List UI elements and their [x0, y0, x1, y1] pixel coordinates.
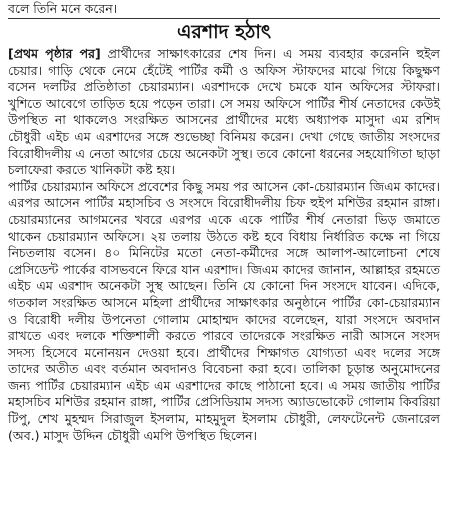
headline: এরশাদ হঠাৎ: [176, 21, 272, 43]
continuation-tag: [প্রথম পৃষ্ঠার পর]: [8, 46, 101, 61]
article-paragraph-2: পার্টির চেয়ারম্যান অফিসে প্রবেশের কিছু সময় পর আসেন কো-চেয়ারম্যান জিএম কাদের। এরপর আসেন পার্টির মহাসচিব ও সংসদে বিরোধীদলীয় চিফ হুইপ মশিউর রহমান রাঙ্গা। চেয়ারম্যানের আগমনের খবরে এরপর একে একে পার্টির শীর্ষ নেতারা ভিড় জমাতে থাকেন চেয়ারম্যান অফিসে। ২য় তলায় উঠতে কষ্ট হবে বিধায় নির্ধারিত কক্ষে না গিয়ে নিচতলায় বসেন। ৪০ মিনিটের মতো নেতা-কর্মীদের সঙ্গে আলাপ-আলোচনা শেষে প্রেসিডেন্ট পার্কের বাসভবনে ফিরে যান এরশাদ। জিএম কাদের জানান, আল্লাহর রহমতে এইচ এম এরশাদ অনেকটা সুস্থ আছেন। তিনি যে কোনো দিন সংসদে যাবেন। এদিকে, গতকাল সংরক্ষিত আসনে মহিলা প্রার্থীদের সাক্ষাৎকার অনুষ্ঠানে পার্টির কো-চেয়ারম্যান ও বিরোধী দলীয় উপনেতা গোলাম মোহাম্মদ কাদের বলেছেন, যারা সংসদে অবদান রাখতে এবং দলকে শক্তিশালী করতে পারবে তাদেরকে সংরক্ষিত নারী আসনে সংসদ সদস্য হিসেবে মনোনয়ন দেওয়া হবে। প্রার্থীদের শিক্ষাগত যোগ্যতা এবং দলের সঙ্গে তাদের অতীত এবং বর্তমান অবদানও বিবেচনা করা হবে। তালিকা চূড়ান্ত অনুমোদনের জন্য পার্টির চেয়ারম্যান এইচ এম এরশাদের কাছে পাঠানো হবে। এ সময় জাতীয় পার্টির মহাসচিব মশিউর রহমান রাঙ্গা, পার্টির প্রেসিডিয়াম সদস্য অ্যাডভোকেট গোলাম কিবরিয়া টিপু, শেখ মুহম্মদ সিরাজুল ইসলাম, মাহমুদুল ইসলাম চৌধুরী, লেফটেনেন্ট জেনারেল (অব.) মাসুদ উদ্দিন চৌধুরী এমপি উপস্থিত ছিলেন।: [8, 178, 440, 443]
divider: [8, 18, 440, 19]
article-body: [8, 46, 440, 444]
paragraph-text-1: প্রার্থীদের সাক্ষাৎকারের শেষ দিন। এ সময় ব্যবহার করেননি হুইল চেয়ার। গাড়ি থেকে নেমে হেঁটেই পার্টির কর্মী ও অফিস স্টাফদের মাঝে গিয়ে কিছুক্ষণ বসেন দলটির প্রতিষ্ঠাতা চেয়ারম্যান। এরশাদকে দেখে চমকে যান অফিসের স্টাফরা। খুশিতে আবেগে তাড়িত হয়ে পড়েন তারা। সে সময় অফিসে পার্টির শীর্ষ নেতাদের কেউই উপস্থিত না থাকলেও সংরক্ষিত আসনের প্রার্থীদের মধ্যে অধ্যাপক মাসুদা এম রশিদ চৌধুরী এইচ এম এরশাদের সঙ্গে শুভেচ্ছা বিনিময় করেন। দেখা গেছে জাতীয় সংসদের বিরোধীদলীয় এ নেতা আগের চেয়ে অনেকটা সুস্থ। তবে কোনো ধরনের সহযোগিতা ছাড়া চলাফেরা করতে খানিকটা কষ্ট হয়।: [8, 46, 440, 178]
article-paragraph-1: [8, 46, 440, 179]
carryover-line: বলে তিনি মনে করেন।: [8, 1, 118, 16]
